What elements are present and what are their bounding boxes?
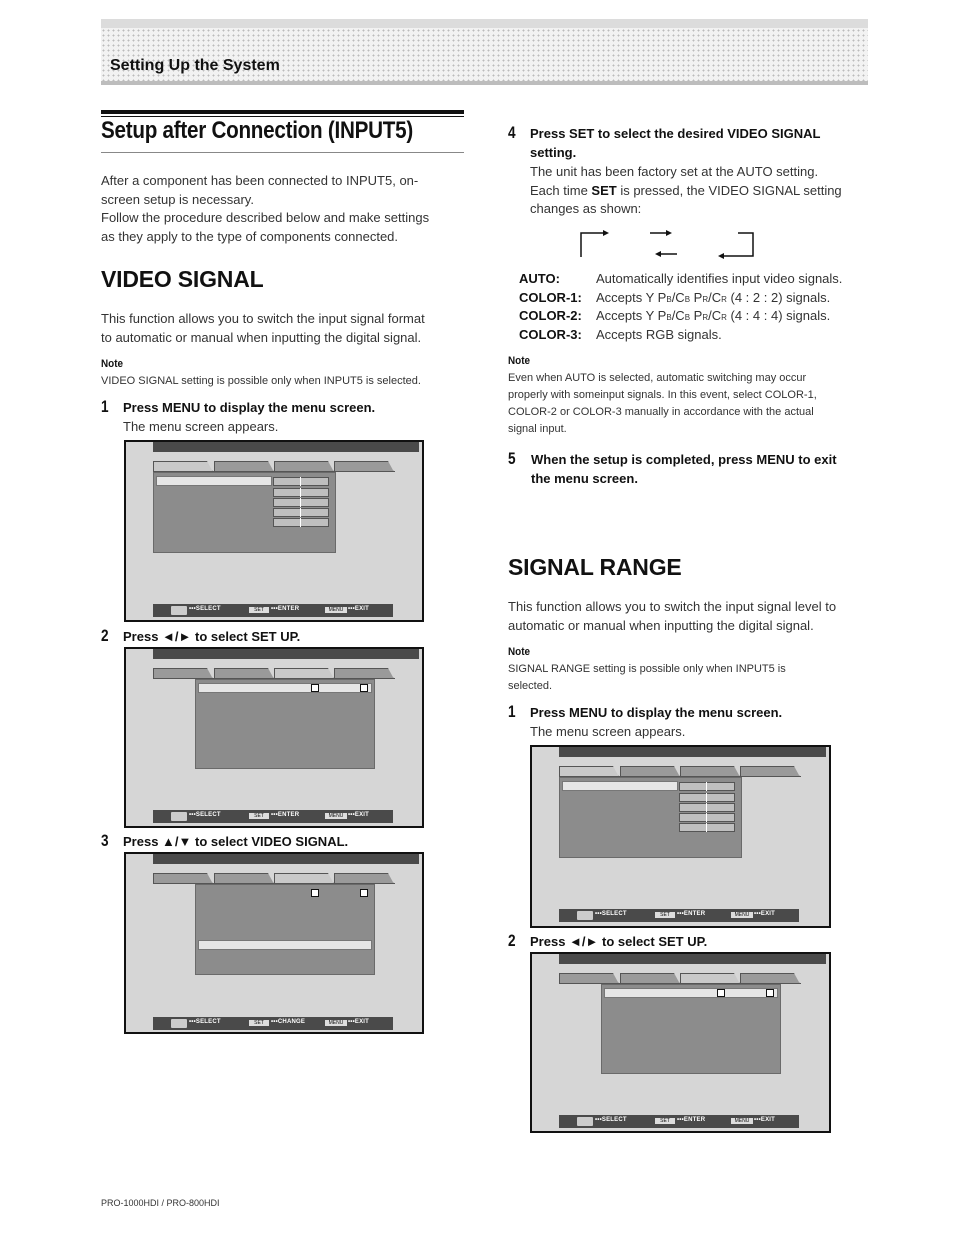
step-number: 3: [101, 831, 109, 850]
step-text: When the setup is completed, press MENU to exit the menu screen.: [531, 452, 837, 486]
step-text: Press MENU to display the menu screen.: [530, 705, 783, 720]
auto-note: Even when AUTO is selected, automatic switching may occur properly with someinput signals. In this event, select COLOR-1, COLOR-2 or COLOR-3 manually in accordance with the actual signal input.: [508, 372, 817, 435]
step-number: 1: [508, 702, 516, 721]
intro-text: After a component has been connected to INPUT5, on- screen setup is necessary. Follow the procedure described below and make settings as they apply to the type of components connected.: [101, 173, 430, 245]
step-text: Press MENU to display the menu screen.: [123, 400, 376, 415]
menu-screen-4: •••SELECT SET •••ENTER MENU •••EXIT: [530, 745, 831, 928]
arrow-left-icon: [655, 251, 661, 257]
signal-range-note-label: Note: [508, 646, 531, 658]
signal-range-note: SIGNAL RANGE setting is possible only when INPUT5 is selected.: [508, 663, 786, 692]
step-text: Press SET to select the desired VIDEO SIGNAL setting.: [530, 126, 821, 160]
title-rule-top: [101, 110, 464, 114]
step-number: 2: [508, 931, 516, 950]
signal-option: COLOR-2: Accepts Y PB/CB PR/CR (4 : 4 : 4) signals.: [519, 308, 831, 324]
title-rule-bottom: [101, 152, 464, 153]
step-number: 4: [508, 123, 516, 142]
step-number: 2: [101, 626, 109, 645]
step-number: 1: [101, 397, 109, 416]
page-title: Setup after Connection (INPUT5): [101, 117, 413, 144]
arrow-left-icon: [718, 253, 724, 259]
video-signal-heading: VIDEO SIGNAL: [101, 266, 264, 292]
step-number: 5: [508, 449, 516, 468]
header-underline: [101, 81, 868, 85]
signal-range-desc: This function allows you to switch the input signal level to automatic or manual when inputting the digital signal.: [508, 599, 837, 633]
signal-option: AUTO: Automatically identifies input video signals.: [519, 271, 843, 286]
video-signal-desc: This function allows you to switch the input signal format to automatic or manual when inputting the digital signal.: [101, 311, 425, 345]
menu-screen-5: •••SELECT SET •••ENTER MENU •••EXIT: [530, 952, 831, 1133]
menu-screen-3: •••SELECT SET •••CHANGE MENU •••EXIT: [124, 852, 424, 1034]
arrow-right-icon: [603, 230, 609, 236]
video-signal-note: VIDEO SIGNAL setting is possible only when INPUT5 is selected.: [101, 375, 421, 387]
step-text: Press ◄/► to select SET UP.: [530, 934, 708, 949]
step-text: Press ▲/▼ to select VIDEO SIGNAL.: [123, 834, 349, 849]
signal-option: COLOR-1: Accepts Y PB/CB PR/CR (4 : 2 : 2) signals.: [519, 289, 831, 305]
section-title: Setting Up the System: [110, 57, 280, 74]
cycle-arrows-diagram: [575, 226, 765, 261]
video-signal-note-label: Note: [101, 358, 124, 370]
signal-options-list: [519, 270, 843, 345]
step-subtext: The unit has been factory set at the AUTO setting. Each time SET is pressed, the VIDEO SIGNAL setting changes as shown:: [530, 164, 842, 217]
header-top-bar: [101, 19, 868, 28]
arrow-right-icon: [666, 230, 672, 236]
menu-screen-1: •••SELECT SET •••ENTER MENU •••EXIT: [124, 440, 424, 622]
menu-screen-2: •••SELECT SET •••ENTER MENU •••EXIT: [124, 647, 424, 828]
signal-option: COLOR-3: Accepts RGB signals.: [519, 327, 722, 343]
step-text: Press ◄/► to select SET UP.: [123, 629, 301, 644]
signal-range-heading: SIGNAL RANGE: [508, 554, 682, 580]
page-footer-model: PRO-1000HDI / PRO-800HDI: [101, 1198, 220, 1208]
step-subtext: The menu screen appears.: [530, 724, 686, 739]
step-subtext: The menu screen appears.: [123, 419, 279, 434]
note-label: Note: [508, 355, 531, 367]
